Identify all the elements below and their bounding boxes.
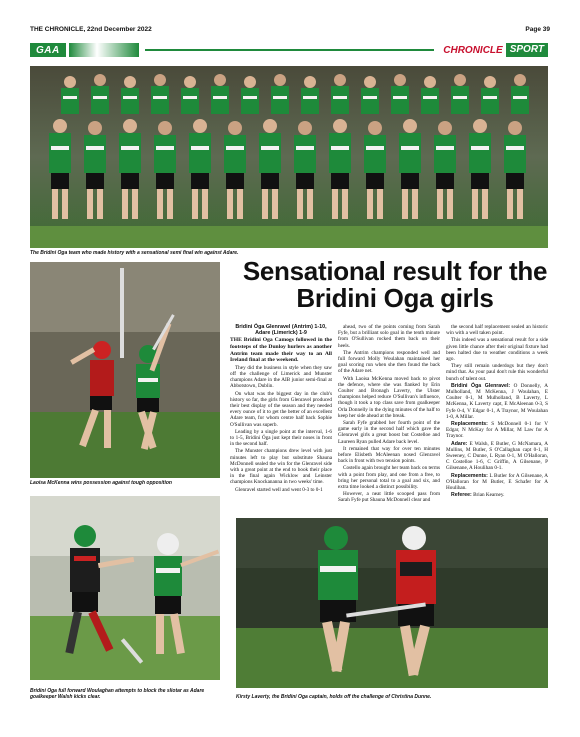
lineup-text: E Walsh, E Butler, G McNamara, A Mullins, M Butler, S O'Callaghan capt 0-1, H Sweeney, C Dunne, L Ryan 0-1, M O'Halloran, C Costelloe 1-6, C Griffin, A Gilsenane, P Gilsenane, A Houlihan 0-1. xyxy=(446,440,549,472)
gaa-label: GAA xyxy=(30,43,66,57)
lineup-label: Adare: xyxy=(451,440,468,447)
lineup-text: L Butler for A Gilsenane, A O'Halloran for M Butler, E Schafer for A Houlihan. xyxy=(446,472,548,492)
section-band xyxy=(30,43,548,57)
paragraph: It remained that way for over ten minutes before Elisbeth McAleenan nosed Glenravel back in front with two tension points. xyxy=(338,445,440,465)
paragraph: THE Bridini Oga Camogs followed in the footsteps of the Dunloy hurlers as another Antrim team made their way to an All Ireland final at the weekend. xyxy=(230,337,332,364)
chronicle-sport-logo xyxy=(440,43,548,57)
brand-sport: SPORT xyxy=(506,43,548,57)
lineup-label: Bridini Óga Glenravel: xyxy=(451,382,511,389)
paragraph: The Antrim champions responded well and full forward Molly Woulahan maintained her goal scoring run when she then found the back of the Adare net. xyxy=(338,349,440,375)
mckenna-caption: Laoisa McKenna wins possession against tough opposition xyxy=(30,480,172,486)
team-photo-caption: The Bridini Oga team who made history with a sensational semi final win against Adare. xyxy=(30,250,239,256)
team-photo xyxy=(30,66,548,248)
lineup xyxy=(446,383,548,420)
lineup xyxy=(446,421,548,440)
paragraph: They still remain underdogs but they don't mind that. As your paul don't rule this wonderful bunch of talent out. xyxy=(446,363,548,382)
lineup-label: Replacements: xyxy=(451,472,488,479)
article-headline: Sensational result for the Bridini Oga girls xyxy=(242,256,548,313)
lineup-text: S McDonnell 0-1 for V Edgar, N McKay for A Millar, M Law for A Traynor. xyxy=(446,421,548,440)
lineup xyxy=(446,441,548,472)
article-column-1 xyxy=(230,324,332,494)
paragraph: They did the business in style when they saw off the challenge of Limerick and Munster champions Adare in the AIB junior semi-final at Abbotstown, Dublin. xyxy=(230,364,332,390)
paragraph: With Laoisa McKenna moved back to pivot the defence, where she was flanked by Erin Coulter and Bronagh Laverty, the Ulster champions helped reduce O'Sullivan's influence, though it took a top class save from goalkeeper Orla Donnelly in the dying minutes of the half to keep her side ahead at the break. xyxy=(338,375,440,419)
divider xyxy=(145,49,435,51)
mckenna-photo xyxy=(30,262,220,478)
brand-chronicle: CHRONICLE xyxy=(443,44,503,56)
laverty-photo xyxy=(236,518,548,688)
paragraph: Costello again brought her team back on terms with a point from play, and one from a free, to bring her personal total to a goal and six, and extra time looked a distinct possibility. xyxy=(338,465,440,491)
laverty-caption: Kirsty Laverty, the Bridini Oga captain, holds off the challenge of Christina Dunne. xyxy=(236,694,432,700)
page-header xyxy=(30,23,550,35)
paragraph: Glenravel started well and went 0-3 to 0-1 xyxy=(235,486,323,493)
woulaghan-caption: Bridini Oga full forward Woulaghan attempts to block the sliotar as Adare goalkeeper Walsh kicks clear. xyxy=(30,688,205,700)
paragraph: Leading by a single point at the interval, 1-6 to 1-5, Bridini Óga just kept their noses in front in the second half. xyxy=(230,428,332,448)
page-number: Page 39 xyxy=(525,25,550,33)
article-column-3 xyxy=(446,324,548,499)
paragraph: On what was the biggest day in the club's history so far, the girls from Glenravel produced their best display of the season and they needed every ounce of it to get the better of an excellent Adare team, for whom centre half back Sophie O'Sullivan was superb. xyxy=(230,390,332,428)
lineup xyxy=(446,473,548,492)
paragraph: The Munster champions drew level with just minutes left to play but substitute Shauna McDonnell sealed the win for the Glenravel side with a great point at the end to book their place in the final again Wicklow and Leinster champions Knockananna in two weeks' time. xyxy=(230,448,332,486)
article-column-2 xyxy=(338,324,440,505)
lineup-text: O Donnelly, A Mulholland, M McKenna, J Woulahan, E Coulter 0-1, M Mulholland, B Laverty, L McKenna, K Laverty capt, E McAleenan 0-3, S Fyfe 0-4, V Edgar 0-1, A Traynor, M Woulahan 1-0, A Millar. xyxy=(446,382,548,420)
lineup-label: Referee: xyxy=(451,492,472,499)
paragraph: Sarah Fyfe grabbed her fourth point of the game early in the second half which gave the Glenravel girls a great boost but Costelloe and Laureen Ryan pulled Adare back level. xyxy=(338,420,440,445)
paragraph: ahead, two of the points coming from Sarah Fyfe, but a brilliant solo goal in the tenth minute from O'Sullivan rocked them back on their heels. xyxy=(338,324,440,349)
lineup xyxy=(446,492,548,498)
paragraph: This indeed was a sensational result for a side given little chance after their original fixture had been halted due to weather conditions a week ago. xyxy=(446,337,548,363)
lineup-text: Brian Kearney. xyxy=(473,492,505,499)
paragraph: the second half replacement sealed an historic win with a well taken point. xyxy=(446,324,548,337)
lineup-label: Replacements: xyxy=(451,421,488,428)
paragraph: However, a neat little scooped pass from Sarah Fyfe put Shauna McDonnell clear and xyxy=(338,491,440,504)
woulaghan-photo xyxy=(30,496,220,680)
publication-date: THE CHRONICLE, 22nd December 2022 xyxy=(30,25,152,33)
match-score: Bridini Óga Glenravel (Antrim) 1-10, Adare (Limerick) 1-9 xyxy=(235,324,327,337)
hurley-stick-icon xyxy=(69,43,139,57)
